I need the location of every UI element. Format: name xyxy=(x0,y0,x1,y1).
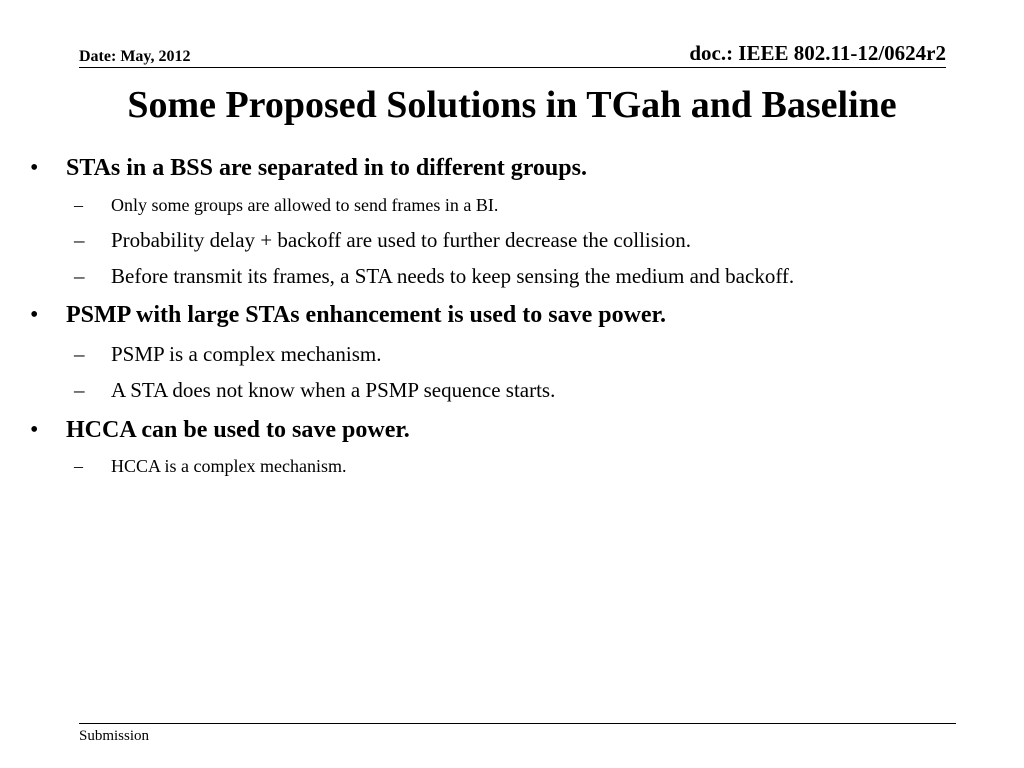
footer-divider xyxy=(79,723,956,724)
sub-bullet-marker: – xyxy=(74,228,85,252)
sub-bullet-marker: – xyxy=(74,342,85,366)
header-doc-id: doc.: IEEE 802.11-12/0624r2 xyxy=(689,41,946,65)
sub-bullet-item xyxy=(74,228,692,253)
sub-bullet-item xyxy=(74,378,556,403)
sub-bullet-item xyxy=(74,456,347,477)
sub-bullet-text: Before transmit its frames, a STA needs to keep sensing the medium and backoff. xyxy=(111,264,795,288)
sub-bullet-marker: – xyxy=(74,264,85,288)
sub-bullet-item xyxy=(74,264,795,289)
bullet-item xyxy=(30,302,666,329)
bullet-marker: • xyxy=(30,155,39,181)
sub-bullet-text: Probability delay + backoff are used to further decrease the collision. xyxy=(111,228,692,252)
sub-bullet-text: A STA does not know when a PSMP sequence starts. xyxy=(111,378,556,402)
bullet-item xyxy=(30,155,587,182)
sub-bullet-item xyxy=(74,195,499,216)
sub-bullet-text: Only some groups are allowed to send frames in a BI. xyxy=(111,195,499,215)
bullet-text: PSMP with large STAs enhancement is used to save power. xyxy=(66,302,666,328)
sub-bullet-marker: – xyxy=(74,378,85,402)
sub-bullet-marker: – xyxy=(74,456,83,476)
footer-label: Submission xyxy=(79,728,150,744)
bullet-marker: • xyxy=(30,417,39,443)
bullet-text: HCCA can be used to save power. xyxy=(66,417,410,443)
slide-title: Some Proposed Solutions in TGah and Baseline xyxy=(127,84,897,126)
bullet-marker: • xyxy=(30,302,39,328)
sub-bullet-marker: – xyxy=(74,195,83,215)
header-date: Date: May, 2012 xyxy=(79,48,191,65)
sub-bullet-text: PSMP is a complex mechanism. xyxy=(111,342,382,366)
sub-bullet-item xyxy=(74,342,382,367)
bullet-item xyxy=(30,417,410,444)
bullet-text: STAs in a BSS are separated in to different groups. xyxy=(66,155,587,181)
sub-bullet-text: HCCA is a complex mechanism. xyxy=(111,456,347,476)
